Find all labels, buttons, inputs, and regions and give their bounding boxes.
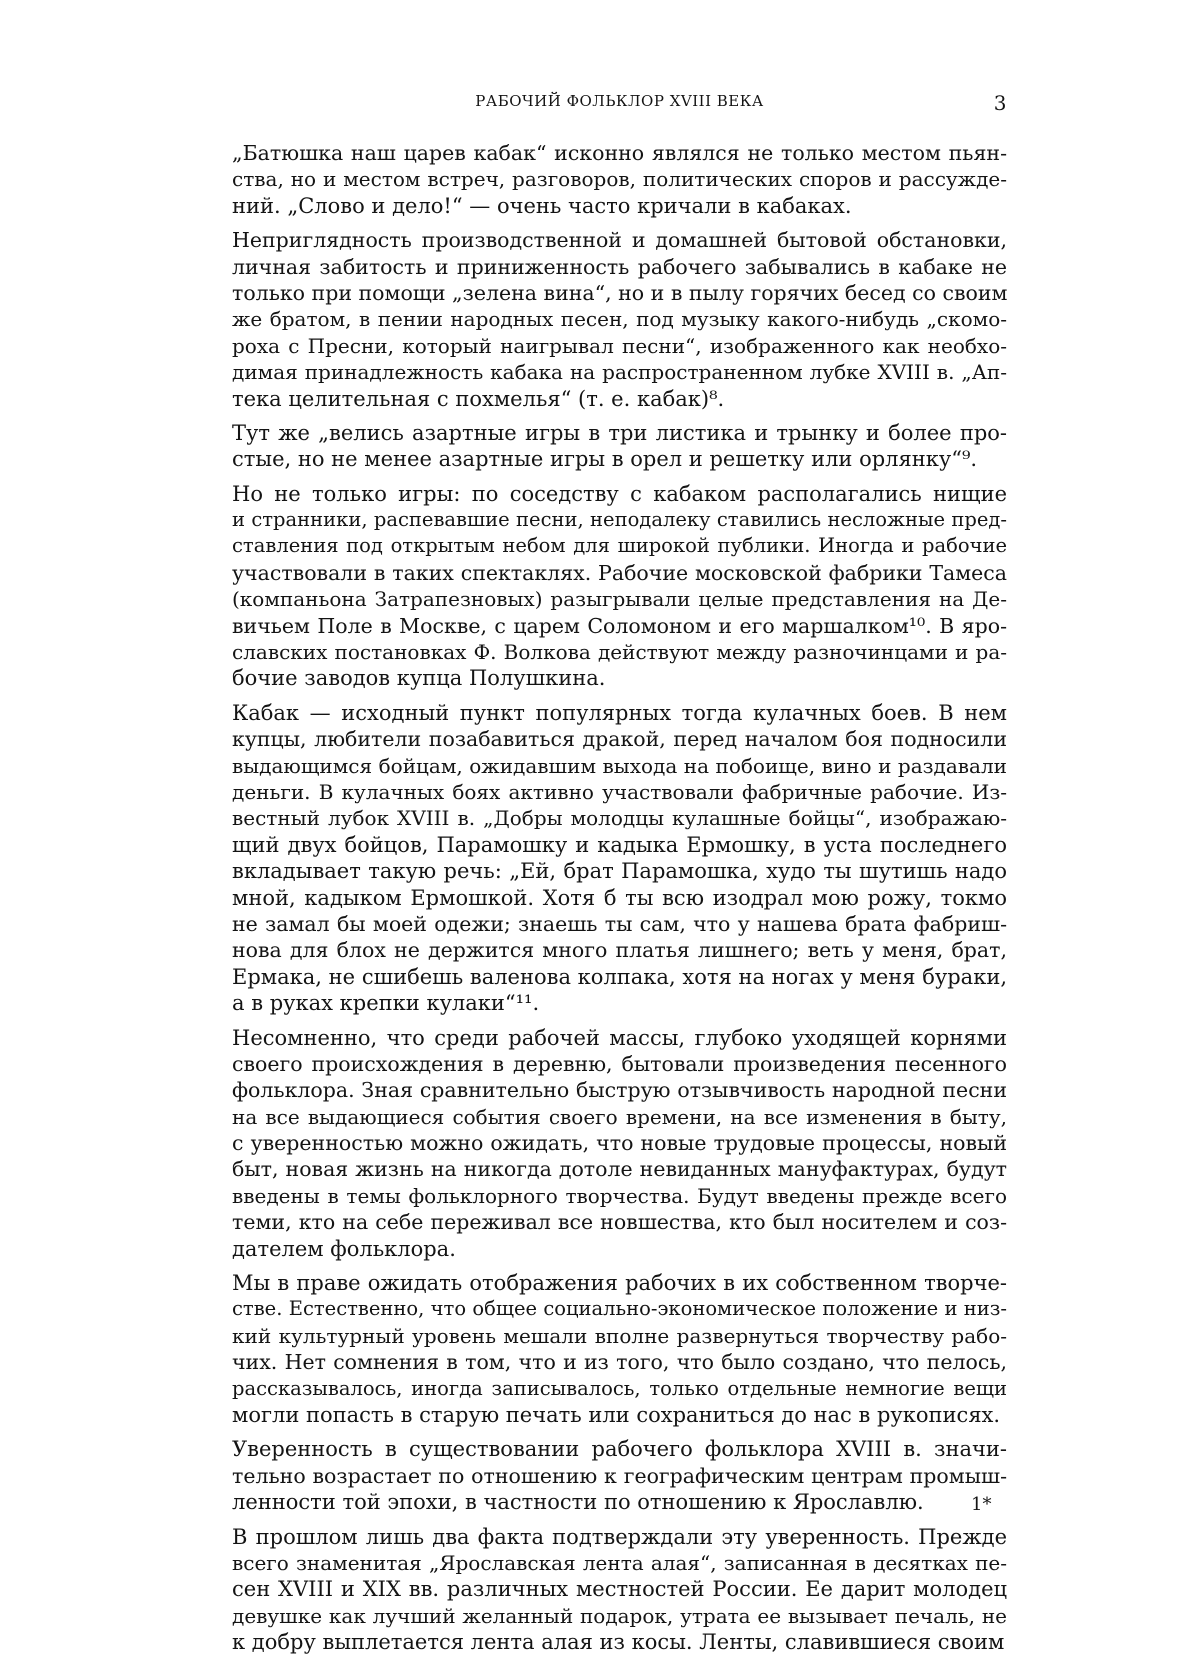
- paragraph: [232, 1436, 1007, 1515]
- paragraph: [232, 700, 1007, 1017]
- text-line: всего знаменитая „Ярославская лента алая“, записанная в десятках пе-: [232, 1550, 1007, 1575]
- text-line: Несомненно, что среди рабочей массы, глубоко уходящей корнями: [232, 1025, 1007, 1050]
- text-line: рассказывалось, иногда записывалось, только отдельные немногие вещи: [232, 1376, 1007, 1400]
- paragraph: [232, 1025, 1007, 1263]
- text-line: введены в темы фольклорного творчества. Будут введены прежде всего: [232, 1183, 1007, 1208]
- text-line: нова для блох не держится много платья лишнего; веть у меня, брат,: [232, 938, 1007, 963]
- text-line: Ермака, не сшибешь валенова колпака, хотя на ногах у меня бураки,: [232, 964, 1007, 989]
- text-line: сен XVIII и XIX вв. различных местностей России. Ее дарит молодец: [232, 1577, 1007, 1602]
- text-line: стые, но не менее азартные игры в орел и решетку или орлянку“⁹.: [232, 447, 978, 472]
- text-line: Неприглядность производственной и домашней бытовой обстановки,: [232, 228, 1007, 253]
- text-line: „Батюшка наш царев кабак“ исконно являлся не только местом пьян-: [232, 141, 1007, 165]
- text-line: вичьем Поле в Москве, с царем Соломоном и его маршалком¹⁰. В яро-: [232, 613, 1007, 638]
- running-title: РАБОЧИЙ ФОЛЬКЛОР XVIII ВЕКА: [475, 92, 764, 110]
- text-line: и странники, распевавшие песни, неподалеку ставились несложные пред-: [232, 508, 1007, 532]
- text-line: ства, но и местом встреч, разговоров, политических споров и рассужде-: [232, 167, 1007, 192]
- text-line: Уверенность в существовании рабочего фольклора XVIII в. значи-: [232, 1437, 1007, 1462]
- paragraph: [232, 420, 1007, 473]
- text-line: вестный лубок XVIII в. „Добры молодцы кулашные бойцы“, изображаю-: [232, 806, 1007, 831]
- paragraph: [232, 481, 1007, 692]
- text-line: девушке как лучший желанный подарок, утрата ее вызывает печаль, не: [232, 1603, 1007, 1628]
- signature-mark: 1*: [971, 1494, 992, 1515]
- text-line: тельно возрастает по отношению к географическим центрам промыш-: [232, 1463, 1007, 1488]
- body-text: [232, 140, 1007, 1663]
- text-line: мной, кадыком Ермошкой. Хотя б ты всю изодрал мою рожу, токмо: [232, 885, 1007, 910]
- page-number: 3: [993, 91, 1007, 115]
- text-line: не замал бы моей одежи; знаешь ты сам, что у нашева брата фабриш-: [232, 911, 1007, 936]
- text-line: славских постановках Ф. Волкова действуют между разночинцами и ра-: [232, 640, 1007, 665]
- text-line: чих. Нет сомнения в том, что и из того, что было создано, что пелось,: [232, 1350, 1007, 1375]
- text-line: тека целительная с похмелья“ (т. е. кабак)⁸.: [232, 386, 725, 411]
- text-line: ставления под открытым небом для широкой публики. Иногда и рабочие: [232, 534, 1007, 558]
- text-line: бочие заводов купца Полушкина.: [232, 666, 606, 691]
- text-line: участвовали в таких спектаклях. Рабочие московской фабрики Тамеса: [232, 560, 1007, 585]
- text-line: Мы в праве ожидать отображения рабочих в их собственном творче-: [232, 1271, 1007, 1296]
- text-line: дателем фольклора.: [232, 1236, 456, 1261]
- text-line: (компаньона Затрапезновых) разыгрывали целые представления на Де-: [232, 587, 1007, 612]
- text-line: личная забитость и приниженность рабочего забывались в кабаке не: [232, 254, 1007, 279]
- paragraph: [232, 1524, 1007, 1656]
- text-line: вкладывает такую речь: „Ей, брат Парамошка, худо ты шутишь надо: [232, 859, 1007, 884]
- text-line: фольклора. Зная сравнительно быструю отзывчивость народной песни: [232, 1078, 1007, 1103]
- text-line: теми, кто на себе переживал все новшества, кто был носителем и соз-: [232, 1210, 1007, 1235]
- text-line: на все выдающиеся события своего времени, на все изменения в быту,: [232, 1104, 1007, 1129]
- text-line: купцы, любители позабавиться дракой, перед началом боя подносили: [232, 727, 1007, 752]
- text-line: деньги. В кулачных боях активно участвовали фабричные рабочие. Из-: [232, 779, 1007, 804]
- text-line: выдающимся бойцам, ожидавшим выхода на побоище, вино и раздавали: [232, 753, 1007, 778]
- text-line: ний. „Слово и дело!“ — очень часто кричали в кабаках.: [232, 193, 852, 218]
- paragraph: [232, 227, 1007, 412]
- text-line: Но не только игры: по соседству с кабаком располагались нищие: [232, 481, 1007, 506]
- running-head: [232, 92, 1007, 116]
- text-line: димая принадлежность кабака на распространенном лубке XVIII в. „Ап-: [232, 360, 1007, 385]
- text-line: Тут же „велись азартные игры в три листика и трынку и более про-: [232, 420, 1007, 445]
- text-line: а в руках крепки кулаки“¹¹.: [232, 991, 540, 1016]
- text-line: с уверенностью можно ожидать, что новые трудовые процессы, новый: [232, 1131, 1007, 1156]
- paragraph: [232, 140, 1007, 219]
- text-line: к добру выплетается лента алая из косы. Ленты, славившиеся своим: [232, 1630, 1005, 1655]
- paragraph: [232, 1270, 1007, 1428]
- text-line: В прошлом лишь два факта подтверждали эту уверенность. Прежде: [232, 1524, 1007, 1549]
- text-line: же братом, в пении народных песен, под музыку какого-нибудь „скомо-: [232, 307, 1007, 332]
- text-line: своего происхождения в деревню, бытовали произведения песенного: [232, 1051, 1007, 1076]
- text-line: стве. Естественно, что общее социально-экономическое положение и низ-: [232, 1297, 1007, 1321]
- text-line: быт, новая жизнь на никогда дотоле невиданных мануфактурах, будут: [232, 1157, 1007, 1182]
- text-line: только при помощи „зелена вина“, но и в пылу горячих бесед со своим: [232, 280, 1008, 305]
- text-line: щий двух бойцов, Парамошку и кадыка Ермошку, в уста последнего: [232, 832, 1007, 857]
- text-line: кий культурный уровень мешали вполне развернуться творчеству рабо-: [232, 1323, 1007, 1348]
- text-line: ленности той эпохи, в частности по отношению к Ярославлю.: [232, 1490, 924, 1515]
- text-line: Кабак — исходный пункт популярных тогда кулачных боев. В нем: [232, 700, 1007, 725]
- text-line: могли попасть в старую печать или сохраниться до нас в рукописях.: [232, 1402, 1001, 1427]
- text-line: роха с Пресни, который наигрывал песни“, изображенного как необхо-: [232, 333, 1007, 358]
